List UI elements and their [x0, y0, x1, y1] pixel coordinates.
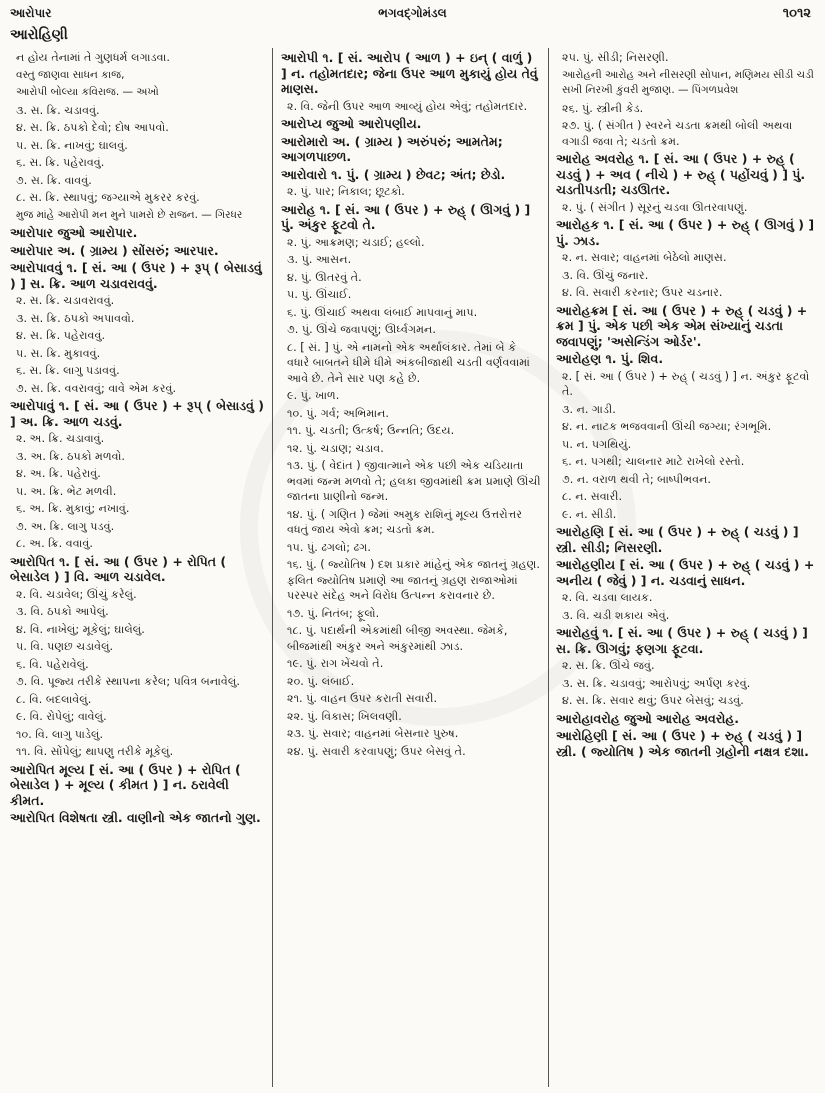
- dictionary-sense-line: ૨૪. પું. સવારી કરવાપણું; ઉપર બેસવું તે.: [287, 744, 466, 758]
- dictionary-sense-line: ૩. સ. ક્રિ. ચડાવવું.: [16, 103, 100, 117]
- dictionary-headword-entry: આરોપાવું ૧. [ સં. આ ( ઉપર ) + રૂપ્ ( બેસાડવું ) ] અ. ક્રિ. આળ ચડવું.: [10, 398, 265, 429]
- dictionary-sense-line: ૨. સ. ક્રિ. ઊંચે જવું.: [562, 659, 655, 672]
- page-header: [0, 0, 825, 26]
- dictionary-sense-line: ૬. સ. ક્રિ. લાગુ પડાવવું.: [16, 364, 120, 377]
- guide-word: આરોહિણી: [10, 27, 68, 43]
- dictionary-sense-line: ૫. અ. ક્રિ. ભેટ મળવી.: [16, 484, 117, 498]
- dictionary-sense-line: ૨. સ. ક્રિ. ચડાવરાવવું.: [16, 294, 115, 307]
- dictionary-sense-line: આરોપી બોલ્યા કવિરાજ. — અખો: [16, 86, 159, 98]
- dictionary-headword-entry: આરોહણીય [ સં. આ ( ઉપર ) + રુહ્ ( ચડવું ) + અનીય ( જેવું ) ] ન. ચડવાનું સાધન.: [556, 557, 815, 588]
- dictionary-sense-line: ૨. વિ. જેની ઉપર આળ આવ્યું હોય એવું; તહોમતદાર.: [287, 99, 528, 113]
- dictionary-sense-line: ૧૩. પું. ( વેદાંત ) જીવાત્માને એક પછી એક ચડિયાતા ભવમાં જન્મ મળવો તે; હલકા જીવમાંથી ક્રમ પ્રમાણે ઊંચી જાતના પ્રાણીનો જન્મ.: [287, 459, 541, 503]
- dictionary-sense-line: ૨૦. પું. લંબાઈ.: [287, 674, 355, 688]
- dictionary-sense-line: ૩. પું. આસન.: [287, 253, 352, 266]
- dictionary-sense-line: ૨૬. પું. સ્ત્રીની કેડ.: [562, 101, 644, 115]
- dictionary-headword-entry: આરોવારો ૧. પું. ( ગ્રામ્ય ) છેવટ; અંત; છેડો.: [281, 166, 506, 182]
- dictionary-sense-line: ૨૭. પું. ( સંગીત ) સ્વરને ચડતા ક્રમથી બોલી અથવા વગાડી જવા તે; ચડતો ક્રમ.: [562, 119, 793, 148]
- dictionary-sense-line: ૭. સ. ક્રિ. વાવવું.: [16, 173, 92, 187]
- dictionary-sense-line: ૧૫. પું. ઢગલો; ઢગ.: [287, 540, 371, 554]
- dictionary-sense-line: ૩. વિ. ઠપકો આપેલું.: [16, 605, 109, 618]
- dictionary-sense-line: ૯. વિ. રોપેલું; વાવેલું.: [16, 710, 107, 723]
- dictionary-sense-line: ૧૬. પું. ( જ્યોતિષ ) દશ પ્રકાર માંહેનું એક જાતનું ગ્રહણ. ફલિત જ્યોતિષ પ્રમાણે આ જાતનું ગ્રહણ રાજાઓમાં પરસ્પર સંદેહ અને વિરોધ ઉત્પન્ન કરાવનાર છે.: [287, 558, 540, 602]
- dictionary-headword-entry: આરોહક ૧. [ સં. આ ( ઉપર ) + રુહ્ ( ઊગવું ) ] પું. ઝાડ.: [556, 217, 815, 248]
- column-divider: [548, 48, 549, 1087]
- dictionary-headword-entry: આરોહિણી [ સં. આ ( ઉપર ) + રુહ્ ( ચડવું ) ] સ્ત્રી. ( જ્યોતિષ ) એક જાતની ગ્રહોની નક્ષત્ર દશા.: [556, 728, 809, 759]
- dictionary-sense-line: ૮. અ. ક્રિ. વવાવું.: [16, 537, 93, 550]
- dictionary-sense-line: ૫. ન. પગથિયું.: [562, 437, 632, 451]
- dictionary-headword-entry: આરોહાવરોહ જુઓ આરોહ અવરોહ.: [556, 710, 740, 726]
- dictionary-headword-entry: આરોહણિ [ સં. આ ( ઉપર ) + રુહ્ ( ચડવું ) ] સ્ત્રી. સીડી; નિસરણી.: [556, 524, 799, 555]
- dictionary-headword-entry: આરોપાર અ. ( ગ્રામ્ય ) સોંસરું; આરપાર.: [10, 242, 219, 258]
- column-divider: [272, 48, 273, 1087]
- dictionary-sense-line: ૨. પું. આક્રમણ; ચડાઈ; હલ્લો.: [287, 235, 425, 249]
- dictionary-sense-line: ૧૭. પું. નિતંબ; ફૂલો.: [287, 606, 380, 620]
- dictionary-sense-line: ૪. સ. ક્રિ. પહેરાવવું.: [16, 329, 105, 342]
- dictionary-sense-line: ૨. પું. પાર; નિકાલ; છૂટકો.: [287, 185, 405, 198]
- header-first-word: આરોપાર: [10, 6, 52, 20]
- dictionary-sense-line: ૨. ન. સવાર; વાહનમાં બેઠેલો માણસ.: [562, 251, 727, 264]
- dictionary-sense-line: ૯. પું. ખાળ.: [287, 389, 340, 402]
- dictionary-headword-entry: આરોપિત વિશેષતા સ્ત્રી. વાણીનો એક જાતનો ગુણ.: [10, 810, 261, 825]
- dictionary-headword-entry: આરોહક્રમ [ સં. આ ( ઉપર ) + રુહ્ ( ચડવું ) + ક્રમ ] પું. એક પછી એક એમ સંખ્યાનું ચડતા જવાપણું; 'અસેન્ડિંગ ઓર્ડર'.: [556, 302, 808, 349]
- dictionary-headword-entry: આરોહણ ૧. પું. શિવ.: [556, 351, 664, 366]
- dictionary-headword-entry: આરોપાર જુઓ આરોપાર.: [10, 225, 138, 240]
- dictionary-sense-line: ૭. પું. ઊંચે જવાપણું; ઊર્ધ્વગમન.: [287, 323, 436, 336]
- dictionary-sense-line: ૨૫. પું. સીડી; નિસરણી.: [562, 51, 669, 64]
- dictionary-sense-line: ૭. સ. ક્રિ. વવરાવવું; વાવે એમ કરવું.: [16, 381, 177, 395]
- page-number: ૧૦૧૨: [782, 6, 811, 21]
- dictionary-sense-line: ૬. સ. ક્રિ. પહેરાવવું.: [16, 156, 105, 169]
- dictionary-sense-line: ૮. [ સં. ] પું. એ નામનો એક અર્થાલંકાર. તેમાં બે કે વધારે બાબતને ધીમે ધીમે અંકબીજાથી ચડતી વર્ણવવામાં આવે છે. તેને સાર પણ કહે છે.: [287, 340, 530, 385]
- dictionary-headword-entry: આરોપિત ૧. [ સં. આ ( ઉપર ) + રોપિત ( બેસાડેલ ) ] વિ. આળ ચડાવેલ.: [10, 553, 227, 584]
- dictionary-sense-line: ૩. અ. ક્રિ. ઠપકો મળવો.: [16, 449, 125, 463]
- dictionary-sense-line: ૮. વિ. બદલાવેલું.: [16, 692, 92, 706]
- dictionary-sense-line: વસ્તુ જાણવા સાધન કાજ,: [16, 68, 125, 81]
- dictionary-sense-line: ૩. વિ. ચડી શકાય એવું.: [562, 608, 670, 622]
- dictionary-sense-line: ૪. ન. નાટક ભજવવાની ઊંચી જગ્યા; રંગભૂમિ.: [562, 420, 772, 433]
- dictionary-sense-line: ૧૮. પું. પદાર્થની એકમાંથી બીજી અવસ્થા. જેમકે, બીજમાંથી અંકુર અને અંકુરમાંથી ઝાડ.: [287, 624, 508, 653]
- dictionary-sense-line: ૭. વિ. પૂજ્ય તરીકે સ્થાપના કરેલ; પવિત્ર બનાવેલું.: [16, 675, 240, 688]
- dictionary-headword-entry: આરોહવું ૧. [ સં. આ ( ઉપર ) + રુહ્ ( ચડવું ) ] સ. ક્રિ. ઊગવું; ફણગા ફૂટવા.: [556, 625, 808, 656]
- dictionary-sense-line: ૧૯. પું. રાગ ખેંચવો તે.: [287, 657, 384, 670]
- dictionary-sense-line: ૪. સ. ક્રિ. સવાર થવું; ઉપર બેસવું; ચડવું.: [562, 694, 744, 707]
- dictionary-sense-line: ૬. પું. ઊંચાઈ અથવા લંબાઈ માપવાનું માપ.: [287, 305, 478, 319]
- dictionary-sense-line: ૬. વિ. પહેરાવેલું.: [16, 657, 89, 671]
- dictionary-sense-line: ૫. સ. ક્રિ. નાખવું; ઘાલવું.: [16, 138, 128, 152]
- dictionary-sense-line: ૪. વિ. નાખેલું; મૂકેલું; ઘાલેલું.: [16, 622, 145, 636]
- dictionary-sense-line: ૧૧. પું. ચડતી; ઉત્કર્ષ; ઉન્નતિ; ઉદય.: [287, 424, 455, 437]
- dictionary-sense-line: ૪. સ. ક્રિ. ઠપકો દેવો; દોષ આપવો.: [16, 121, 169, 134]
- dictionary-sense-line: ૪. વિ. સવારી કરનાર; ઉપર ચડનાર.: [562, 286, 723, 299]
- dictionary-sense-line: ૩. સ. ક્રિ. ઠપકો અપાવવો.: [16, 311, 135, 325]
- dictionary-sense-line: ૨. અ. ક્રિ. ચડાવાવું.: [16, 432, 105, 445]
- dictionary-headword-entry: આરોપી ૧. [ સં. આરોપ ( આળ ) + ઇન્ ( વાળું ) ] ન. તહોમતદાર; જેના ઉપર આળ મુકાયું હોય તેવું માણસ.: [281, 50, 538, 96]
- dictionary-sense-line: ૨. વિ. ચડાવેલ; ઊંચું કરેલું.: [16, 587, 137, 601]
- column-middle: [281, 50, 541, 1087]
- dictionary-sense-line: ૪. પું. ઊતરવું તે.: [287, 270, 362, 284]
- dictionary-sense-line: ૧૦. વિ. લાગુ પાડેલું.: [16, 727, 104, 741]
- dictionary-sense-line: ૮. ન. સવારી.: [562, 490, 623, 503]
- dictionary-headword-entry: આરોપ્ય જુઓ આરોપણીય.: [281, 116, 422, 131]
- dictionary-sense-line: ૧૦. પું. ગર્વ; અભિમાન.: [287, 406, 389, 420]
- dictionary-sense-line: મુજ માંહે આરોપી મન મુને પામરો છે રાજન. — ગિરધર: [16, 208, 243, 221]
- dictionary-sense-line: ૯. ન. સીડી.: [562, 507, 617, 521]
- dictionary-sense-line: ૫. સ. ક્રિ. મુકાવવું.: [16, 346, 101, 360]
- dictionary-headword-entry: આરોપિત મૂલ્ય [ સં. આ ( ઉપર ) + રોપિત ( બેસાડેલ ) + મૂલ્ય ( કીમત ) ] ન. ઠરાવેલી કીમત.: [10, 761, 241, 808]
- dictionary-sense-line: આરોહની આરોહ અને નીસરણી સોપાન, મણિમય સીડી ચડી સખી નિરખી કુંવરી મુજાણ. — પિંગળપ્રવેશ: [562, 68, 814, 96]
- dictionary-sense-line: ૭. અ. ક્રિ. લાગુ પડવું.: [16, 519, 115, 533]
- header-dictionary-title: ભગવદ્ગોમંડલ: [378, 6, 447, 20]
- dictionary-sense-line: ૨૧. પું. વાહન ઉપર કરાતી સવારી.: [287, 692, 438, 705]
- dictionary-sense-line: ૨. વિ. ચડવા લાયક.: [562, 591, 653, 604]
- dictionary-headword-entry: આરોમારો અ. ( ગ્રામ્ય ) અરુંપરું; આમતેમ; આગળપાછળ.: [281, 133, 503, 164]
- dictionary-sense-line: ૫. વિ. પણછ ચડાવેલું.: [16, 640, 114, 653]
- dictionary-sense-line: ૬. અ. ક્રિ. મુકાવું; નખાવું.: [16, 502, 130, 515]
- column-right: [556, 50, 818, 1087]
- dictionary-sense-line: ૮. સ. ક્રિ. સ્થાપવું; જગ્યાએ મુકરર કરવું.: [16, 191, 200, 204]
- dictionary-sense-line: ૬. ન. પગથી; ચાલનાર માટે રાખેલો રસ્તો.: [562, 455, 745, 468]
- dictionary-sense-line: ૨૩. પું. સવાર; વાહનમાં બેસનાર પુરુષ.: [287, 727, 459, 740]
- dictionary-sense-line: ૧૧. વિ. સોંપેલું; થાપણુ તરીકે મૂકેલું.: [16, 745, 174, 758]
- dictionary-headword-entry: આરોહ ૧. [ સં. આ ( ઉપર ) + રુહ્ ( ઊગવું ) ] પું. અંકુર ફૂટવો તે.: [281, 201, 531, 232]
- dictionary-headword-entry: આરોહ અવરોહ ૧. [ સં. આ ( ઉપર ) + રુહ્ ( ચડવું ) + અવ ( નીચે ) + રુહ્ ( પહોંચવું ) ] પું. ચડતીપડતી; ચડઊતર.: [556, 151, 806, 197]
- dictionary-sense-line: ૨. [ સં. આ ( ઉપર ) + રુહ્ ( ચડવું ) ] ન. અંકુર ફૂટવો તે.: [562, 369, 810, 398]
- dictionary-sense-line: ૧૪. પું. ( ગણિત ) જેમાં અમુક રાશિનું મૂલ્ય ઉત્તરોત્તર વધતું જાય એવો ક્રમ; ચડતો ક્રમ.: [287, 507, 523, 536]
- dictionary-sense-line: ૨. પું. ( સંગીત ) સૂરનું ચડવા ઊતરવાપણું.: [562, 200, 748, 214]
- dictionary-sense-line: ન હોય તેનામાં તે ગુણધર્મ લગાડવા.: [16, 51, 170, 64]
- dictionary-headword-entry: આરોપાવવું ૧. [ સં. આ ( ઉપર ) + રૂપ્ ( બેસાડવું ) ] સ. ક્રિ. આળ ચડાવરાવવું.: [10, 260, 262, 291]
- column-left: [10, 50, 266, 1087]
- dictionary-sense-line: ૪. અ. ક્રિ. પહેરાવું.: [16, 467, 101, 480]
- dictionary-sense-line: ૨૨. પું. વિકાસ; ખિલવણી.: [287, 709, 402, 723]
- dictionary-sense-line: ૩. વિ. ઊંચું જનાર.: [562, 268, 649, 282]
- dictionary-sense-line: ૧૨. પું. ચડાણ; ચડાવ.: [287, 441, 384, 455]
- dictionary-sense-line: ૭. ન. વરાળ થવી તે; બાષ્પીભવન.: [562, 472, 711, 486]
- dictionary-sense-line: ૫. પું. ઊંચાઈ.: [287, 288, 352, 301]
- dictionary-sense-line: ૩. સ. ક્રિ. ચડાવવું; આરોપવું; અર્પણ કરવું.: [562, 676, 751, 690]
- dictionary-sense-line: ૩. ન. ગાડી.: [562, 402, 616, 416]
